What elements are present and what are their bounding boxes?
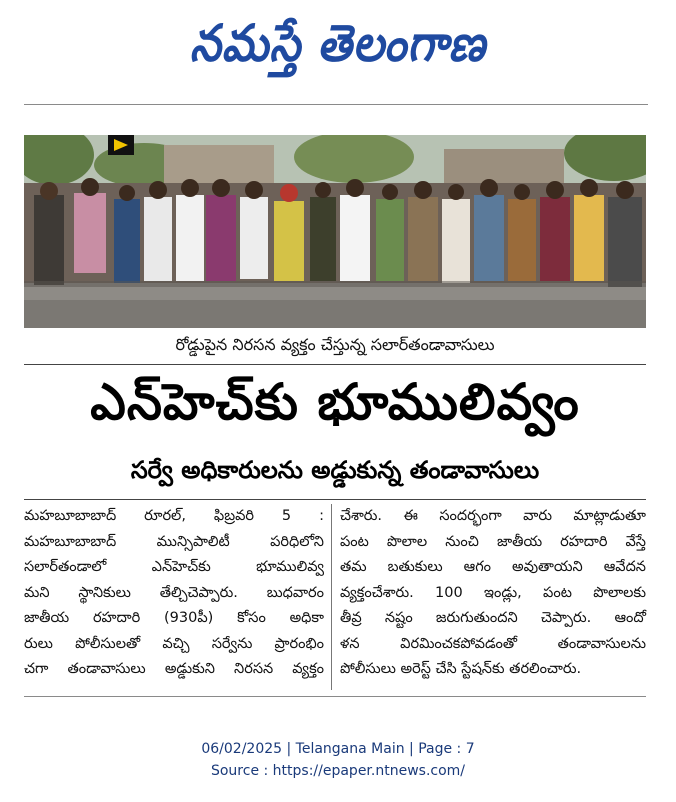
- body-line: చేశారు. ఈ సందర్భంగా వారు మాట్లాడుతూ: [340, 508, 646, 524]
- page-footer: [0, 738, 676, 782]
- body-line: తమ బతుకులు ఆగం అవుతాయని ఆవేదన: [340, 559, 646, 575]
- body-line: మని స్థానికులు తేల్చిచెప్పారు. బుధవారం: [24, 584, 324, 601]
- article-body-left-column: [24, 504, 324, 683]
- body-line: రులు పోలీసులతో వచ్చి సర్వేను ప్రారంభిం: [24, 635, 324, 652]
- masthead: [0, 0, 676, 100]
- body-line: మహబూబాబాద్ రూరల్, ఫిబ్రవరి 5 :: [24, 508, 324, 524]
- body-line: మహబూబాబాద్ మున్సిపాలిటీ పరిధిలోని: [24, 533, 324, 550]
- masthead-logo-text: నమస్తే తెలంగాణ: [189, 14, 487, 73]
- article-headline: ఎన్‌హెచ్‌కు భూములివ్వం: [90, 372, 580, 431]
- body-line: పోలీసులు అరెస్ట్ చేసి స్టేషన్‌కు తరలించారు.: [340, 661, 582, 677]
- body-line: చగా తండావాసులు అడ్డుకుని నిరసన వ్యక్తం: [24, 661, 324, 677]
- article-body-right-column: [340, 504, 646, 683]
- photo-caption: రోడ్డుపైన నిరసన వ్యక్తం చేస్తున్న సలార్‌తండావాసులు: [175, 334, 495, 354]
- protest-photo-illustration: [24, 135, 646, 328]
- body-line: తీవ్ర నష్టం జరుగుతుందని చెప్పారు. ఆందో: [340, 610, 646, 626]
- footer-divider: [24, 696, 646, 697]
- body-line: సలార్‌తండాలో ఎన్‌హెచ్‌కు భూములివ్వ: [24, 559, 324, 575]
- news-photo: [24, 135, 646, 328]
- edition-info: 06/02/2025 | Telangana Main | Page : 7: [201, 741, 475, 757]
- caption-divider: [24, 364, 646, 365]
- masthead-divider: [24, 104, 648, 105]
- body-line: జాతీయ రహదారి (930పీ) కోసం అధికా: [24, 610, 324, 626]
- body-line: వ్యక్తంచేశారు. 100 ఇండ్లు, పంట పొలాలకు: [340, 584, 646, 601]
- source-link[interactable]: Source : https://epaper.ntnews.com/: [210, 763, 466, 779]
- body-line: పంట పొలాల నుంచి జాతీయ రహదారి వేస్తే: [340, 533, 646, 550]
- headline-divider: [24, 499, 646, 500]
- column-divider: [331, 504, 332, 690]
- article-subheadline: సర్వే అధికారులను అడ్డుకున్న తండావాసులు: [130, 456, 540, 484]
- body-line: ళన విరమించకపోవడంతో తండావాసులను: [340, 635, 646, 652]
